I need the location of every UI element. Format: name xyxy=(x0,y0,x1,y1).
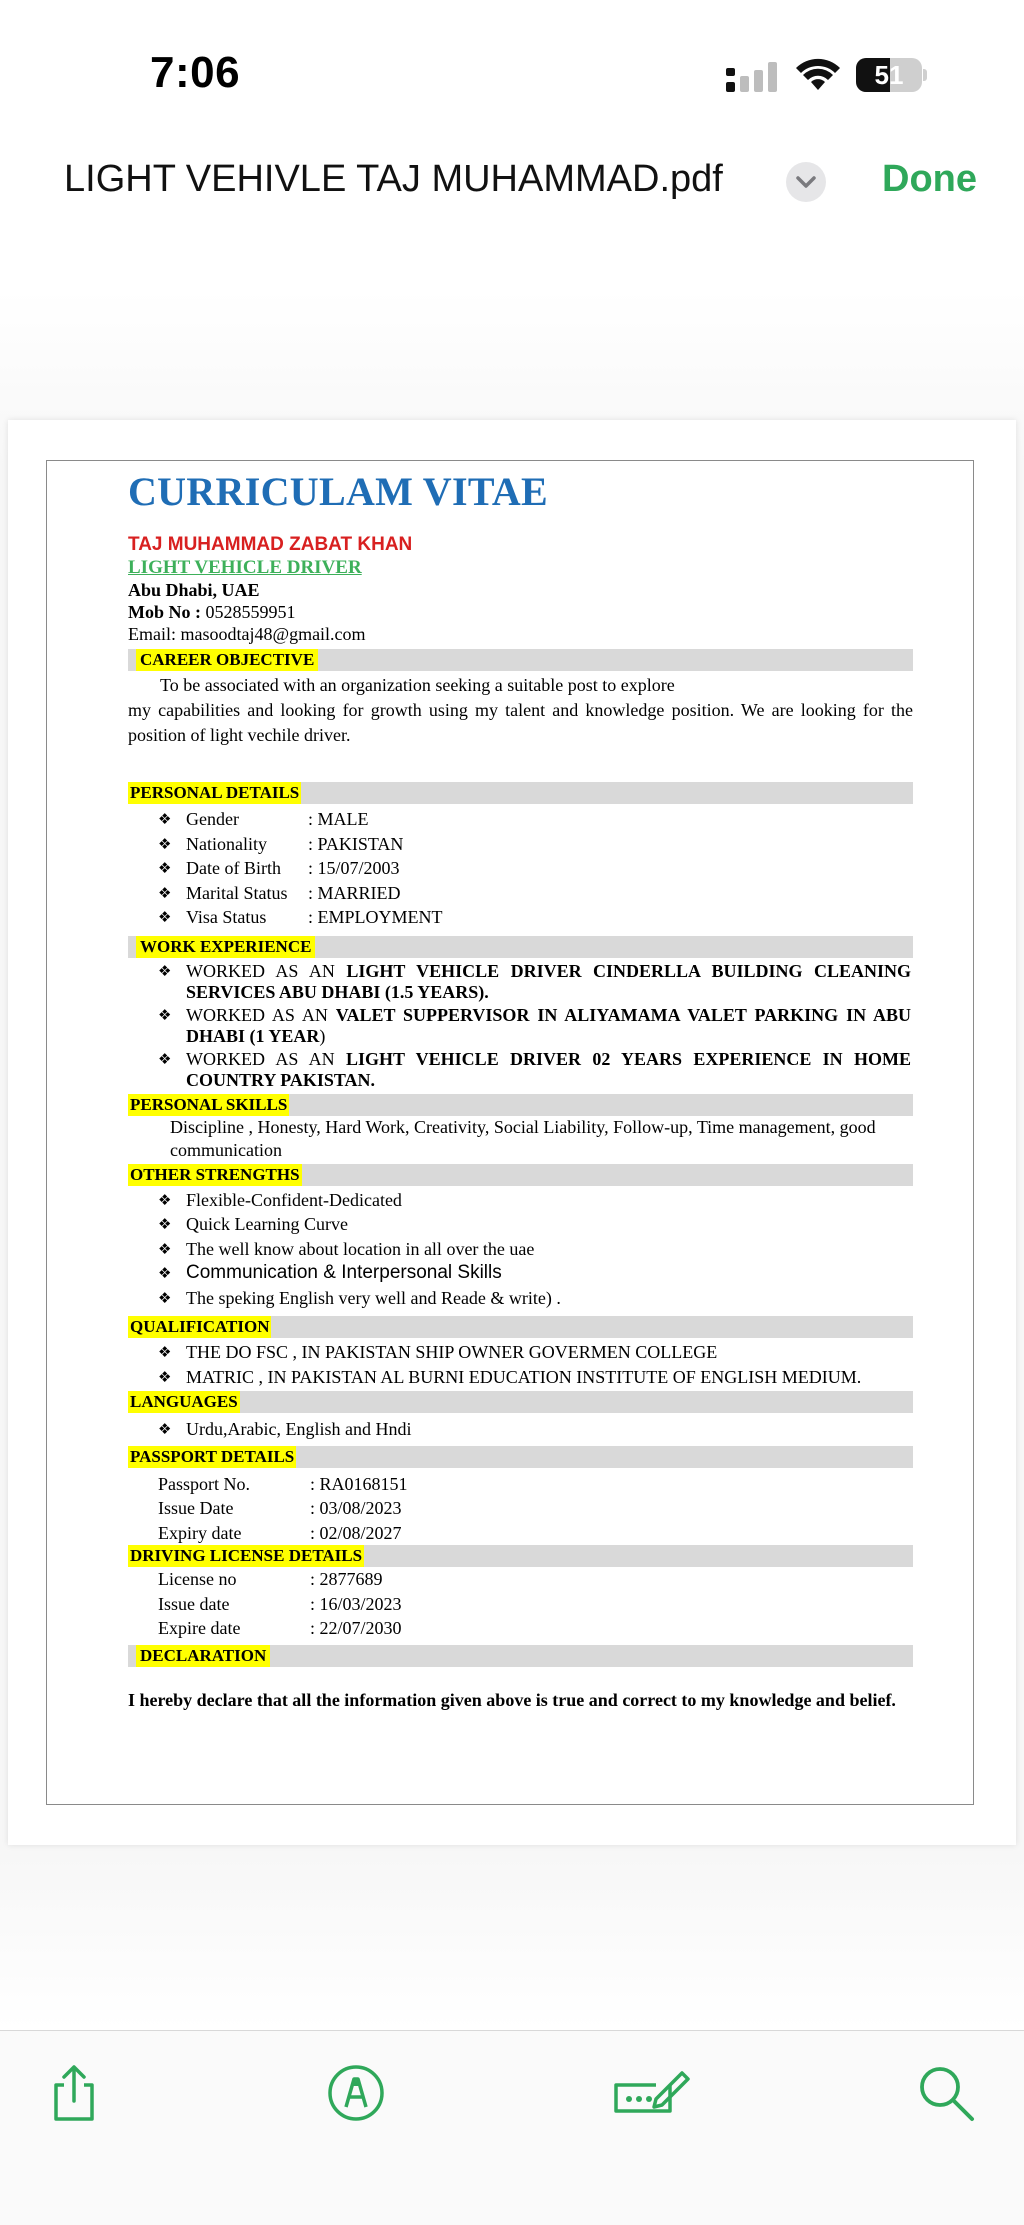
document-title[interactable]: LIGHT VEHIVLE TAJ MUHAMMAD.pdf xyxy=(64,158,723,200)
markup-button[interactable] xyxy=(324,2061,388,2125)
list-item: ❖ Flexible-Confident-Dedicated xyxy=(158,1188,913,1213)
personal-skills-text: Discipline , Honesty, Hard Work, Creativity, Social Liability, Follow-up, Time management, good communication xyxy=(170,1116,876,1160)
cellular-signal-icon xyxy=(726,62,778,92)
title-menu-button[interactable] xyxy=(786,162,826,202)
personal-details-list xyxy=(158,807,913,930)
passport-details-heading: PASSPORT DETAILS xyxy=(128,1446,913,1468)
list-item: ❖ Urdu,Arabic, English and Hndi xyxy=(158,1417,913,1442)
list-item: ❖ WORKED AS AN LIGHT VEHICLE DRIVER CINDERLLA BUILDING CLEANING SERVICES ABU DHABI (1.5 YEARS). xyxy=(158,961,913,1004)
detail-row: Expiry date : 02/08/2027 xyxy=(158,1522,402,1543)
career-objective-text: To be associated with an organization seeking a suitable post to explore my capabilities and looking for growth using my talent and knowledge position. We are looking for the position of light vechile driver. xyxy=(128,675,913,745)
done-button[interactable]: Done xyxy=(882,158,977,200)
signature-icon xyxy=(612,2061,692,2125)
work-experience-list xyxy=(158,961,913,1092)
cv-location: Abu Dhabi, UAE xyxy=(128,580,260,600)
share-icon xyxy=(42,2061,106,2125)
nav-bar xyxy=(0,150,1024,270)
detail-row: Passport No. : RA0168151 xyxy=(158,1473,408,1494)
declaration-text: I hereby declare that all the information given above is true and correct to my knowledge and belief. xyxy=(128,1689,896,1710)
career-objective-heading: CAREER OBJECTIVE xyxy=(128,649,913,671)
other-strengths-list xyxy=(158,1188,913,1311)
qualification-heading: QUALIFICATION xyxy=(128,1316,913,1338)
list-item: ❖ The well know about location in all over the uae xyxy=(158,1237,913,1262)
list-item: ❖ Date of Birth : 15/07/2003 xyxy=(158,856,913,881)
detail-row: Issue Date : 03/08/2023 xyxy=(158,1498,402,1518)
battery-level: 51 xyxy=(874,60,904,90)
list-item: ❖ The speking English very well and Reade & write) . xyxy=(158,1286,913,1311)
search-icon xyxy=(914,2061,978,2125)
detail-row: License no : 2877689 xyxy=(158,1569,383,1589)
list-item: ❖ Quick Learning Curve xyxy=(158,1212,913,1237)
cv-document xyxy=(128,468,913,1711)
list-item: ❖ Communication & Interpersonal Skills xyxy=(158,1261,913,1286)
cv-email: Email: masoodtaj48@gmail.com xyxy=(128,624,366,644)
cv-name: TAJ MUHAMMAD ZABAT KHAN xyxy=(128,534,413,555)
personal-details-heading: PERSONAL DETAILS xyxy=(128,782,913,804)
passport-details xyxy=(158,1472,913,1546)
share-button[interactable] xyxy=(42,2061,106,2125)
detail-row: Expire date : 22/07/2030 xyxy=(158,1618,402,1638)
bottom-toolbar xyxy=(0,2030,1024,2225)
battery-icon xyxy=(856,58,926,92)
wifi-icon xyxy=(795,56,841,92)
chevron-down-icon xyxy=(786,162,826,202)
list-item: ❖ THE DO FSC , IN PAKISTAN SHIP OWNER GOVERMEN COLLEGE xyxy=(158,1340,913,1365)
search-button[interactable] xyxy=(914,2061,978,2125)
personal-skills-heading: PERSONAL SKILLS xyxy=(128,1094,913,1116)
languages-list xyxy=(158,1417,913,1442)
list-item: ❖ MATRIC , IN PAKISTAN AL BURNI EDUCATION INSTITUTE OF ENGLISH MEDIUM. xyxy=(158,1365,913,1390)
declaration-heading: DECLARATION xyxy=(128,1645,913,1667)
driving-license-heading: DRIVING LICENSE DETAILS xyxy=(128,1545,913,1567)
list-item: ❖ Visa Status : EMPLOYMENT xyxy=(158,905,913,930)
work-experience-heading: WORK EXPERIENCE xyxy=(128,936,913,958)
driving-license-details xyxy=(158,1567,913,1641)
status-bar xyxy=(0,0,1024,150)
languages-heading: LANGUAGES xyxy=(128,1391,913,1413)
list-item: ❖ WORKED AS AN LIGHT VEHICLE DRIVER 02 YEARS EXPERIENCE IN HOME COUNTRY PAKISTAN. xyxy=(158,1049,913,1092)
list-item: ❖ Nationality : PAKISTAN xyxy=(158,832,913,857)
cv-role: LIGHT VEHICLE DRIVER xyxy=(128,557,362,578)
pdf-page xyxy=(8,420,1016,1845)
pdf-viewer[interactable] xyxy=(0,290,1024,2030)
markup-icon xyxy=(324,2061,388,2125)
cv-title: CURRICULAM VITAE xyxy=(128,469,549,514)
cv-mobile: Mob No : 0528559951 xyxy=(128,602,296,622)
detail-row: Issue date : 16/03/2023 xyxy=(158,1593,402,1614)
list-item: ❖ Marital Status : MARRIED xyxy=(158,881,913,906)
list-item: ❖ Gender : MALE xyxy=(158,807,913,832)
fill-and-sign-button[interactable] xyxy=(612,2061,692,2125)
status-time: 7:06 xyxy=(150,48,241,97)
qualification-list xyxy=(158,1340,913,1389)
other-strengths-heading: OTHER STRENGTHS xyxy=(128,1164,913,1186)
list-item: ❖ WORKED AS AN VALET SUPPERVISOR IN ALIYAMAMA VALET PARKING IN ABU DHABI (1 YEAR) xyxy=(158,1005,913,1048)
